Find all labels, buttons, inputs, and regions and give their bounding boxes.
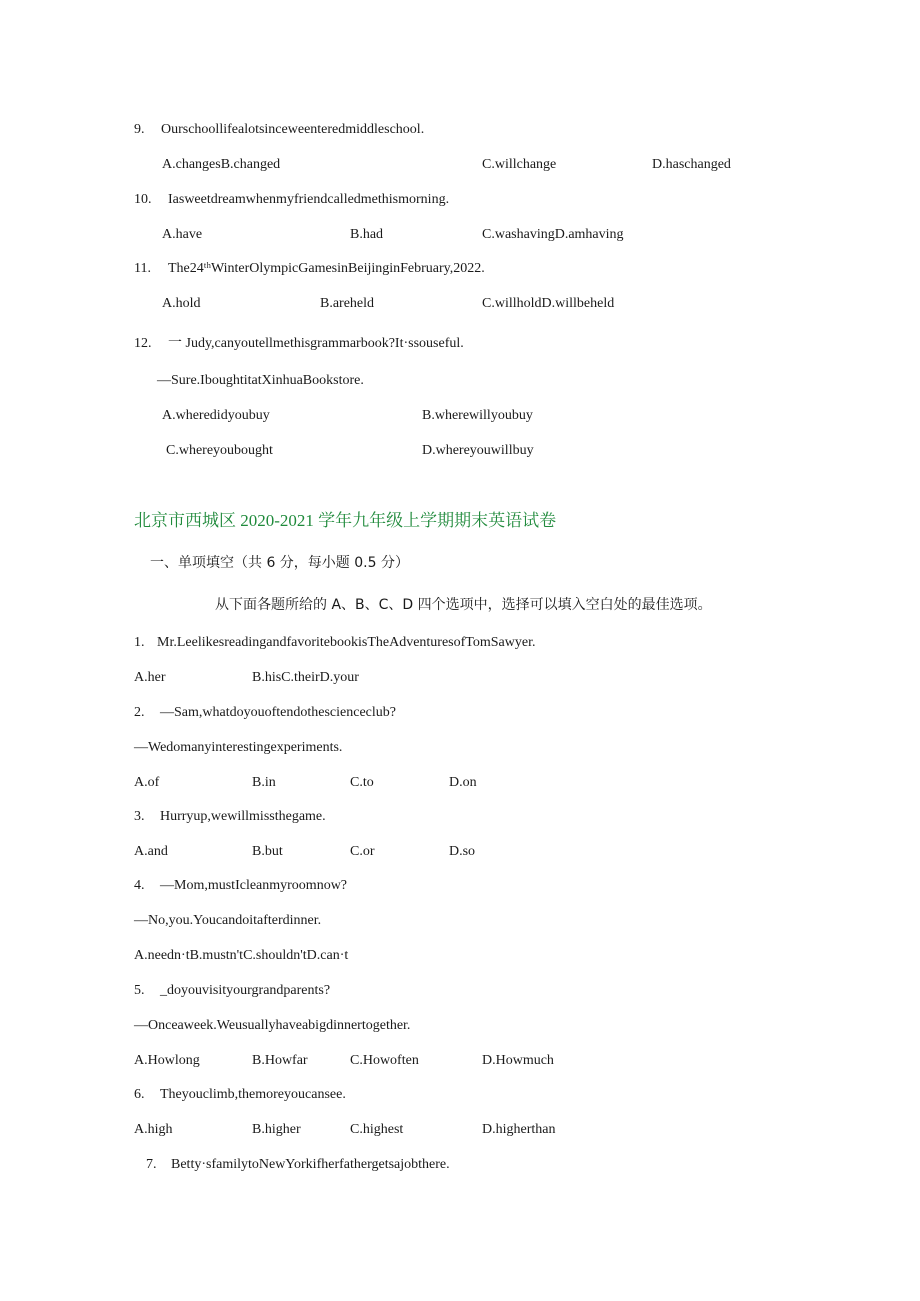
question-4-options: A.needn·tB.mustn'tC.shouldn'tD.can·t — [134, 948, 349, 963]
question-5-option-b: B.Howfar — [252, 1053, 308, 1068]
question-4-number: 4. — [134, 878, 145, 893]
question-5-option-d: D.Howmuch — [482, 1053, 554, 1068]
question-9-option-d: D.haschanged — [652, 157, 731, 172]
question-3-option-a: A.and — [134, 844, 168, 859]
question-3-option-d: D.so — [449, 844, 476, 859]
question-12-option-c: C.whereyoubought — [166, 443, 273, 458]
exam-title: 北京市西城区 2020-2021 学年九年级上学期期末英语试卷 — [134, 511, 557, 530]
question-2-option-d: D.on — [449, 775, 477, 790]
question-3-number: 3. — [134, 809, 145, 824]
question-10-option-a: A.have — [162, 227, 203, 242]
question-4-stem: —Mom,mustIcleanmyroomnow? — [160, 878, 348, 893]
question-5-option-a: A.Howlong — [134, 1053, 200, 1068]
question-1-option-a: A.her — [134, 670, 166, 685]
question-10-option-cd: C.washavingD.amhaving — [482, 227, 624, 242]
question-12-number: 12. — [134, 336, 152, 351]
question-2-option-a: A.of — [134, 775, 160, 790]
question-5-stem: _doyouvisityourgrandparents? — [160, 983, 331, 998]
question-2-number: 2. — [134, 705, 145, 720]
question-5-reply: —Onceaweek.Weusuallyhaveabigdinnertogether. — [134, 1018, 411, 1033]
question-1-stem: Mr.LeelikesreadingandfavoritebookisTheAdventuresofTomSawyer. — [157, 635, 536, 650]
question-12-reply: —Sure.IboughtitatXinhuaBookstore. — [157, 373, 364, 388]
question-6-option-b: B.higher — [252, 1122, 301, 1137]
question-9-option-c: C.willchange — [482, 157, 557, 172]
question-10-number: 10. — [134, 192, 152, 207]
question-1-number: 1. — [134, 635, 145, 650]
question-3-option-b: B.but — [252, 844, 283, 859]
question-9-option-ab: A.changesB.changed — [162, 157, 281, 172]
question-12-option-a: A.wheredidyoubuy — [162, 408, 270, 423]
question-4-reply: —No,you.Youcandoitafterdinner. — [134, 913, 322, 928]
question-12-option-d: D.whereyouwillbuy — [422, 443, 534, 458]
question-11-option-a: A.hold — [162, 296, 201, 311]
question-6-stem: Theyouclimb,themoreyoucansee. — [160, 1087, 346, 1102]
question-10-stem: Iasweetdreamwhenmyfriendcalledmethismorning. — [168, 192, 450, 207]
question-10-option-b: B.had — [350, 227, 384, 242]
question-2-reply: —Wedomanyinterestingexperiments. — [134, 740, 343, 755]
question-12-stem: 一 Judy,canyoutellmethisgrammarbook?It·ssouseful. — [168, 336, 464, 351]
question-5-option-c: C.Howoften — [350, 1053, 419, 1068]
question-5-number: 5. — [134, 983, 145, 998]
question-3-stem: Hurryup,wewillmissthegame. — [160, 809, 326, 824]
question-6-option-c: C.highest — [350, 1122, 404, 1137]
question-9-number: 9. — [134, 122, 145, 137]
question-2-option-c: C.to — [350, 775, 374, 790]
question-11-option-b: B.areheld — [320, 296, 375, 311]
part-1-heading: 一、单项填空（共 6 分，每小题 0.5 分） — [150, 555, 409, 571]
question-11-number: 11. — [134, 261, 151, 276]
question-2-option-b: B.in — [252, 775, 276, 790]
question-3-option-c: C.or — [350, 844, 375, 859]
question-1-option-bcd: B.hisC.theirD.your — [252, 670, 359, 685]
question-7-number: 7. — [146, 1157, 157, 1172]
question-12-option-b: B.wherewillyoubuy — [422, 408, 533, 423]
part-1-instruction: 从下面各题所给的 A、B、C、D 四个选项中，选择可以填入空白处的最佳选项。 — [215, 597, 712, 613]
question-6-option-d: D.higherthan — [482, 1122, 556, 1137]
question-7-stem: Betty·sfamilytoNewYorkifherfathergetsajobthere. — [171, 1157, 450, 1172]
question-9-stem: Ourschoollifealotsinceweenteredmiddleschool. — [161, 122, 425, 137]
question-6-number: 6. — [134, 1087, 145, 1102]
question-11-stem: The24ᵗʰWinterOlympicGamesinBeijinginFebruary,2022. — [168, 261, 485, 276]
question-2-stem: —Sam,whatdoyouoftendothescienceclub? — [160, 705, 396, 720]
question-11-option-cd: C.willholdD.willbeheld — [482, 296, 615, 311]
question-6-option-a: A.high — [134, 1122, 173, 1137]
